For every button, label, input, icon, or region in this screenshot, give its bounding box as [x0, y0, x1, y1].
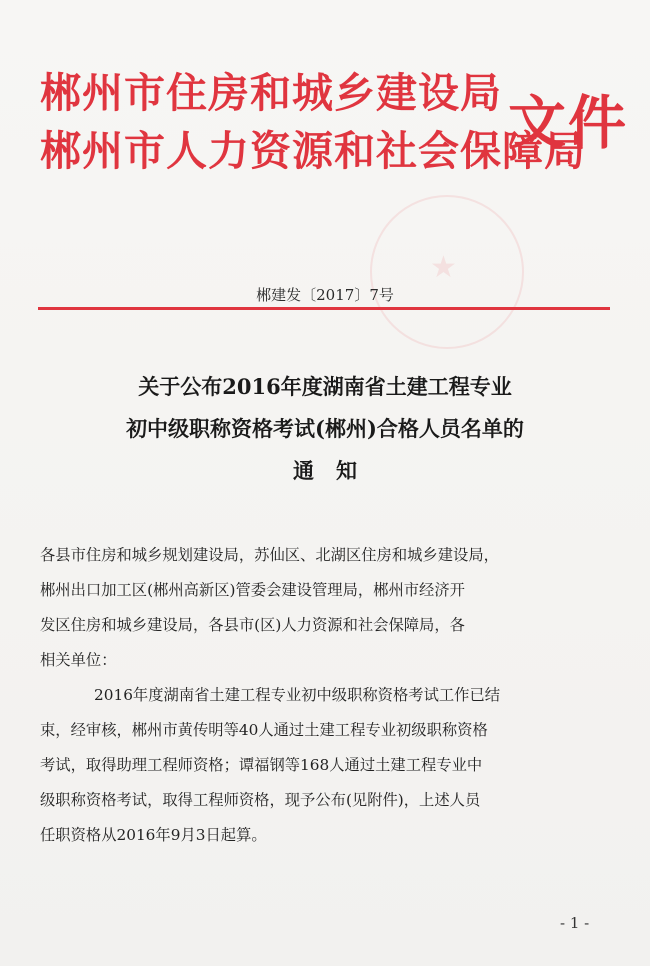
addressee-line: 郴州出口加工区(郴州高新区)管委会建设管理局，郴州市经济开 [40, 581, 465, 599]
addressee-line: 发区住房和城乡建设局，各县市(区)人力资源和社会保障局，各 [40, 616, 465, 634]
paragraph-line: 任职资格从2016年9月3日起算。 [40, 826, 267, 844]
letterhead-divider [38, 307, 610, 310]
addressee-line: 各县市住房和城乡规划建设局，苏仙区、北湖区住房和城乡建设局， [40, 546, 499, 564]
paragraph-line: 级职称资格考试，取得工程师资格，现予公布(见附件)，上述人员 [40, 791, 481, 809]
issuer-name-hr-bureau: 郴州市人力资源和社会保障局 [40, 127, 586, 175]
paragraph-line: 束，经审核，郴州市黄传明等40人通过土建工程专业初级职称资格 [40, 721, 488, 739]
notice-body [40, 538, 612, 853]
title-line-1: 关于公布2016年度湖南省土建工程专业 [138, 374, 512, 399]
page-number: - 1 - [560, 914, 590, 932]
document-number: 郴建发〔2017〕7号 [256, 286, 394, 304]
title-line-2: 初中级职称资格考试(郴州)合格人员名单的 [126, 416, 524, 441]
paragraph-line: 2016年度湖南省土建工程专业初中级职称资格考试工作已结 [94, 686, 501, 704]
seal-star-icon: ★ [430, 250, 457, 285]
notice-title [0, 366, 650, 492]
issuer-name-housing-bureau: 郴州市住房和城乡建设局 [40, 69, 502, 117]
paragraph-line: 考试，取得助理工程师资格；谭福钢等168人通过土建工程专业中 [40, 756, 483, 774]
addressee-line: 相关单位： [40, 651, 117, 669]
title-line-3: 通知 [293, 458, 379, 483]
document-type-label: 文件 [508, 89, 629, 157]
